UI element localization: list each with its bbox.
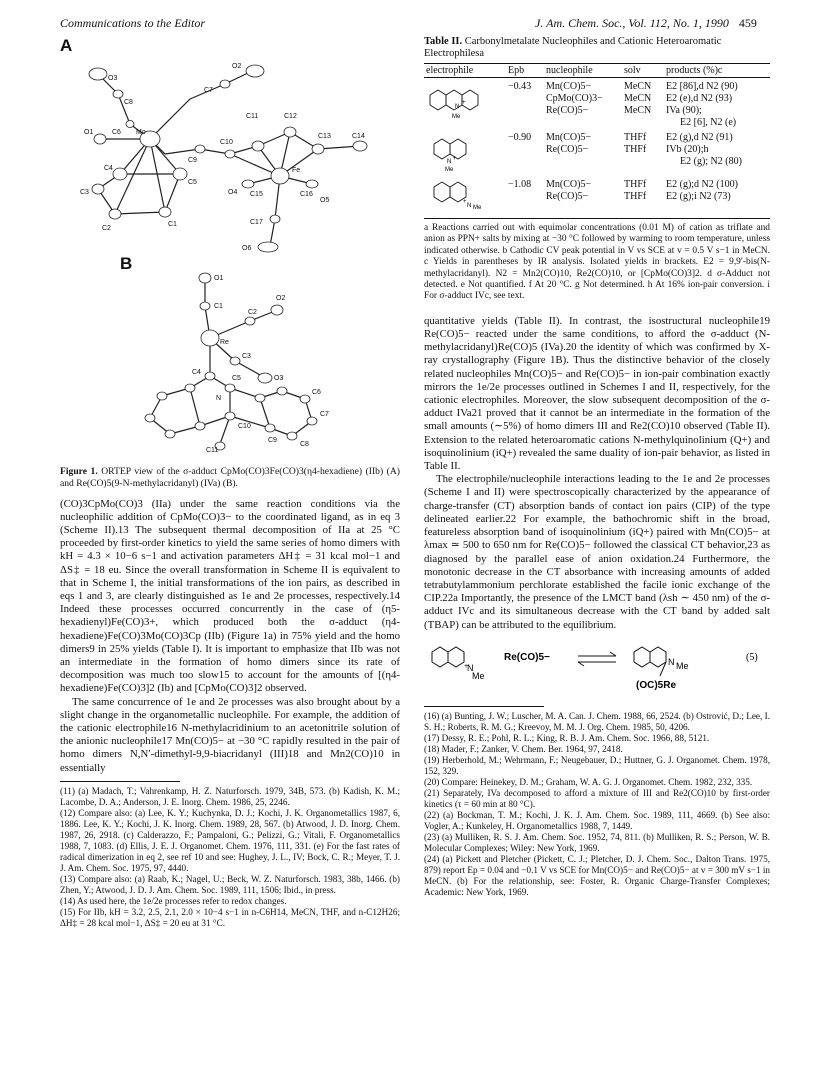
atom-b-o3: O3: [274, 375, 284, 382]
left-body: [60, 498, 400, 775]
atom-b-o1: O1: [214, 275, 224, 282]
table-2: [424, 63, 770, 219]
atom-b-c8: C8: [300, 441, 309, 448]
running-header-section: Communications to the Editor: [60, 16, 205, 30]
products: IVa (90);: [666, 105, 702, 116]
journal-citation: J. Am. Chem. Soc., Vol. 112, No. 1, 1990: [535, 16, 729, 30]
products: IVb (20);h: [666, 144, 709, 155]
atom-b-c5: C5: [232, 375, 241, 382]
atom-c15: C15: [250, 191, 263, 198]
svg-text:N: N: [455, 104, 460, 110]
atom-o1: O1: [84, 129, 94, 136]
table-row: [424, 129, 770, 176]
products: E2 (e),d N2 (93): [666, 93, 733, 104]
reference-item: (16) (a) Bunting, J. W.; Luscher, M. A. Can. J. Chem. 1988, 66, 2524. (b) Ostrović, D.; Lee, I. S. H.; Roberts, R. M. G.; Kreevoy, M. M. J. Org. Chem. 1985, 50, 4206.: [424, 710, 770, 732]
table-footnotes: a Reactions carried out with equimolar concentrations (0.01 M) of cation as triflate and anion as PPN+ salts by mixing at −30 °C followed by warming to room temperature, unless indicated otherwise. b Cathodic CV peak potential in V vs SCE at v = 0.5 V s−1 in MeCN. c Yields in parentheses by IR analysis. Isolated yields in brackets. E2 = 9,9′-bis(N-methylacridanyl). N2 = Mn2(CO)10, Re2(CO)10, or [CpMo(CO)3]2. d σ-Adduct not detected. e Not quantified. f At 20 °C. g Not determined. h At 16% ion-pair conversion. i For σ-adduct IVc, see text.: [424, 223, 770, 302]
svg-text:Me: Me: [452, 114, 461, 120]
reference-item: (13) Compare also: (a) Raab, K.; Nagel, U.; Beck, W. Z. Naturforsch. 1983, 38b, 1466. (b) Zhen, Y.; Atwood, J. D. J. Am. Chem. Soc. 1989, 111, 1506; Ibid., in press.: [60, 873, 400, 895]
solvent: THFf: [624, 179, 647, 190]
right-body: [424, 315, 770, 632]
ortep-structure-b: [120, 266, 370, 456]
figure-label-a: A: [60, 36, 73, 55]
atom-fe: Fe: [292, 167, 301, 174]
reference-item: (20) Compare: Heinekey, D. M.; Graham, W. A. G. J. Organomet. Chem. 1982, 232, 335.: [424, 776, 753, 787]
atom-o6: O6: [242, 245, 252, 252]
atom-b-c6: C6: [312, 389, 321, 396]
atom-c10: C10: [220, 139, 233, 146]
reference-item: (14) As used here, the 1e/2e processes refer to redox changes.: [60, 895, 287, 906]
equilibrium-scheme: [424, 638, 770, 700]
atom-c9: C9: [188, 157, 197, 164]
page-number: 459: [738, 16, 757, 30]
col-header: nucleophile: [544, 64, 622, 78]
reference-item: (18) Mader, F.; Zanker, V. Chem. Ber. 1964, 97, 2418.: [424, 743, 623, 754]
reference-item: (11) (a) Madach, T.; Vahrenkamp, H. Z. Naturforsch. 1979, 34B, 573. (b) Kadish, K. M.; Lacombe, D. A.; Anderson, J. E. Inorg. Chem. 1986, 25, 2246.: [60, 785, 400, 807]
atom-c8: C8: [124, 99, 133, 106]
atom-c2: C2: [102, 225, 111, 232]
ep-value: −1.08: [506, 176, 544, 219]
atom-c14: C14: [352, 133, 365, 140]
svg-text:N: N: [467, 662, 474, 673]
paragraph: The electrophile/nucleophile interactions leading to the 1e and 2e processes (Scheme I and II) were spectroscopically characterized by the appearance of charge-transfer (CT) absorption bands of contact ion pairs (CIP) of the type delineated earlier.22 For example, the bathochromic shift in the broad, featureless absorption band of isoquinolinium (iQ+) paired with Mn(CO)5− at λmax ≃ 500 to 650 nm for Re(CO)5− followed the classical CT behavior,23 as diagnosed by the parallel ease of anion oxidation.24 Furthermore, the monotonic decrease in the CT absorbance with increasing amounts of added tetrabutylammonium perchlorate established the facile ionic exchange of the CIP.22a Importantly, the presence of the LMCT band (λsh ∼ 450 nm) of the σ-adduct IVc and its simultaneous decrease with the CT band by added salt (TBAP) can be attributed to the equilibrium.: [424, 473, 770, 631]
paragraph: quantitative yields (Table II). In contrast, the isostructural nucleophile19 Re(CO)5− reacted under the same conditions, to afford the σ-adduct (N-methylacridanyl)Re(CO)5 (IVa).20 the identity of which was confirmed by X-ray crystallography (Figure 1B). Thus the distinctive behavior of the closely related nucleophiles Mn(CO)5− and Re(CO)5− in ion-pair combination exactly mirrors the 1e/2e processes outlined in Schemes I and II, respectively, for the cationic electrophiles. Moreover, the slow subsequent decomposition of the σ-adduct IVa21 proved that it cannot be an intermediate in the formation of the small amounts (∼5%) of homo dimers III and Re2(CO)10 observed (Table II). Extension to the related heteroaromatic cations N-methylquinolinium (Q+) and isoquinolinium (iQ+) revealed the same duality of ion-pair behavior, as listed in Table II.: [424, 314, 770, 473]
atom-b-c2: C2: [248, 309, 257, 316]
figure-1: [60, 36, 400, 466]
atom-c7: C7: [204, 87, 213, 94]
products: E2 (g);d N2 (100): [666, 179, 738, 190]
paragraph: The same concurrence of 1e and 2e processes was also brought about by a slight change in the organometallic nucleophile. For example, the addition of the cationic electrophile16 N-methylacridinium to an acetonitrile solution of the anionic nucleophile17 Mn(CO)5− at −30 °C rapidly resulted in the pair of homo dimers N,N′-dimethyl-9,9-biacridanyl (III)18 and Mn2(CO)10 in essentially: [60, 695, 400, 774]
nucleophile: Mn(CO)5−: [546, 132, 592, 143]
atom-b-c1: C1: [214, 303, 223, 310]
equation-number: (5): [746, 651, 758, 663]
atom-c4: C4: [104, 165, 113, 172]
running-header-journal: [535, 16, 757, 31]
svg-text:+: +: [464, 662, 469, 670]
col-header: electrophile: [424, 64, 506, 78]
reference-item: (24) (a) Pickett and Pletcher (Pickett, C. J.; Pletcher, D. J. Chem. Soc., Dalton Trans. 1975, 879) report Ep = 0.04 and −0.1 V vs SCE for Mn(CO)5− and Re(CO)5− at v = 300 mV s−1 in MeCN. (b) For the relationship, see: Foster, R. Organic Charge-Transfer Complexes; Academic: New York, 1969.: [424, 853, 770, 897]
nucleophile: Re(CO)5−: [546, 105, 589, 116]
figure-label-b: B: [120, 254, 133, 273]
atom-b-c3: C3: [242, 353, 251, 360]
figure-caption-text: ORTEP view of the σ-adduct CpMo(CO)3Fe(CO)3(η4-hexadiene) (IIb) (A) and Re(CO)5(9-N-methylacridanyl) (IVa) (B).: [60, 466, 400, 489]
solvent: MeCN: [624, 105, 652, 116]
scheme-me-2: Me: [676, 660, 689, 671]
table-label: Table II.: [424, 36, 463, 47]
table-title: [424, 36, 770, 60]
atom-o4: O4: [228, 189, 238, 196]
atom-b-c4: C4: [192, 369, 201, 376]
atom-c12: C12: [284, 113, 297, 120]
reference-item: (19) Herberhold, M.; Wehrmann, F.; Neugebauer, D.; Huttner, G. J. Organomet. Chem. 1978, 152, 329.: [424, 754, 770, 776]
figure-caption: [60, 466, 400, 490]
reference-item: (17) Dessy, R. E.; Pohl, R. L.; King, R. B. J. Am. Chem. Soc. 1966, 88, 5121.: [424, 732, 710, 743]
atom-b-c7: C7: [320, 411, 329, 418]
electrophile-structure: [424, 129, 506, 176]
products: E2 [86],d N2 (90): [666, 81, 738, 92]
svg-text:+: +: [453, 156, 457, 162]
reference-item: (22) (a) Bockman, T. M.; Kochi, J. K. J. Am. Chem. Soc. 1989, 111, 4669. (b) See also: Vogler, A.; Kunkeley, H. Organometallics 1988, 7, 1449.: [424, 809, 770, 831]
atom-b-c11: C11: [206, 447, 219, 454]
atom-c11: C11: [246, 113, 259, 120]
footnote-rule: [424, 706, 544, 707]
atom-b-c9: C9: [268, 437, 277, 444]
paragraph: (CO)3CpMo(CO)3 (IIa) under the same reaction conditions via the nucleophilic addition of CpMo(CO)3− to the coordinated ligand, as in eq 3 (Scheme II).13 The subsequent thermal decomposition of IIa at 25 °C proceeded by first-order kinetics to yield the same series of homo dimers with kH = 4.3 × 10−6 s−1 and activation parameters ΔH‡ = 31 kcal mol−1 and ΔS‡ = 18 eu. Since the overall transformation in Scheme II is equivalent to that in Scheme I, the initial transformations of the ion pairs, as described in eqs 1 and 3, are clearly distinguished as 1e and 2e processes, respectively.14 Indeed these processes occurred concurrently in the case of (η5-hexadienyl)Fe(CO)3+, which produced both the σ-adduct (η4-hexadiene)Fe(CO)3Mo(CO)3Cp (IIb) (Figure 1a) in 75% yield and the homo dimers9 in 25% yields (Table I). It is important to emphasize that IIb was not an intermediate in the formation of homo dimers since its rate of decomposition was much too slow15 to account for the amounts of [(η4-hexadiene)Fe(CO)3]2 (Ib) and [CpMo(CO)3]2 observed.: [60, 497, 400, 695]
svg-text:Me: Me: [445, 167, 454, 172]
atom-o3: O3: [108, 75, 118, 82]
nucleophile: CpMo(CO)3−: [546, 93, 603, 104]
atom-mo: Mo: [136, 129, 146, 136]
nucleophile: Mn(CO)5−: [546, 179, 592, 190]
quinolinium-icon: [426, 132, 492, 172]
svg-text:+: +: [463, 199, 467, 205]
solvent: THFf: [624, 132, 647, 143]
solvent: THFf: [624, 144, 647, 155]
ortep-structure-a: [70, 54, 390, 254]
products: E2 (g);i N2 (73): [666, 191, 731, 202]
col-header: Epb: [506, 64, 544, 78]
products: E2 (g); N2 (80): [680, 156, 742, 167]
svg-text:Me: Me: [473, 205, 482, 211]
atom-b-o2: O2: [276, 295, 286, 302]
left-column: [60, 36, 400, 929]
equation-5: [424, 638, 770, 700]
electrophile-structure: [424, 176, 506, 219]
solvent: MeCN: [624, 81, 652, 92]
ep-value: −0.90: [508, 132, 532, 143]
left-references: [60, 786, 400, 929]
atom-c6: C6: [112, 129, 121, 136]
scheme-me-1: Me: [472, 670, 485, 681]
table-header-row: [424, 64, 770, 78]
products: E2 [6], N2 (e): [680, 117, 737, 128]
reference-item: (21) Separately, IVa decomposed to afford a mixture of III and Re2(CO)10 by first-order kinetics (τ = 60 min at 80 °C).: [424, 787, 770, 809]
scheme-product-sub: (OC)5Re: [636, 679, 677, 691]
svg-text:N: N: [668, 656, 675, 667]
table-title-text: Carbonylmetalate Nucleophiles and Cationic Heteroaromatic Electrophilesa: [424, 36, 722, 59]
solvent: MeCN: [624, 93, 652, 104]
products: E2 (g),d N2 (91): [666, 132, 733, 143]
atom-c17: C17: [250, 219, 263, 226]
nucleophile: Re(CO)5−: [546, 191, 589, 202]
electrophile-structure: [424, 78, 506, 130]
right-column: [424, 36, 770, 898]
acridinium-icon: [426, 81, 492, 121]
atom-c1: C1: [168, 221, 177, 228]
svg-text:+: +: [462, 100, 466, 106]
atom-o2: O2: [232, 63, 242, 70]
atom-b-c10: C10: [238, 423, 251, 430]
reference-item: (12) Compare also: (a) Lee, K. Y.; Kuchynka, D. J.; Kochi, J. K. Organometallics 1987, 6, 1886. Lee, K. Y.; Kochi, J. K. Inorg. Chem. 1989, 28, 567. (b) Atwood, J. D. Inorg. Chem. 1987, 26, 2918. (c) Calderazzo, F.; Pampaloni, G.; Pelizzi, G.; Vitali, F. Organometallics 1988, 7, 1083. (d) Ellis, J. E. J. Organomet. Chem. 1976, 111, 331. (e) For the fast rates of radical dimerization in eq 2, see ref 10 and see: Hughey, J. L., IV; Bock, C. R.; Meyer, T. J. J. Am. Chem. Soc. 1975, 97, 4440.: [60, 807, 400, 873]
nucleophile: Mn(CO)5−: [546, 81, 592, 92]
table-row: [424, 176, 770, 219]
scheme-reagent: Re(CO)5−: [504, 651, 550, 663]
figure-caption-label: Figure 1.: [60, 466, 98, 477]
isoquinolinium-icon: [426, 179, 492, 211]
atom-c5: C5: [188, 179, 197, 186]
col-header: products (%)c: [664, 64, 770, 78]
atom-c16: C16: [300, 191, 313, 198]
atom-c13: C13: [318, 133, 331, 140]
svg-text:N: N: [447, 159, 452, 165]
ep-value: −0.43: [508, 81, 532, 92]
solvent: THFf: [624, 191, 647, 202]
atom-b-n: N: [216, 395, 222, 402]
nucleophile: Re(CO)5−: [546, 144, 589, 155]
reference-item: (23) (a) Mulliken, R. S. J. Am. Chem. Soc. 1952, 74, 811. (b) Mulliken, R. S.; Person, W. B. Molecular Complexes; Wiley: New York, 1969.: [424, 831, 770, 853]
footnote-rule: [60, 781, 180, 782]
reference-item: (15) For IIb, kH = 3.2, 2.5, 2.1, 2.0 × 10−4 s−1 in n-C6H14, MeCN, THF, and n-C12H26; ΔH‡ = 28 kcal mol−1, ΔS‡ = 20 eu at 31 °C.: [60, 906, 400, 928]
atom-c3: C3: [80, 189, 89, 196]
atom-o5: O5: [320, 197, 330, 204]
table-row: [424, 78, 770, 130]
right-references: [424, 711, 770, 898]
svg-text:N: N: [467, 203, 472, 209]
atom-b-re: Re: [220, 339, 229, 346]
col-header: solv: [622, 64, 664, 78]
